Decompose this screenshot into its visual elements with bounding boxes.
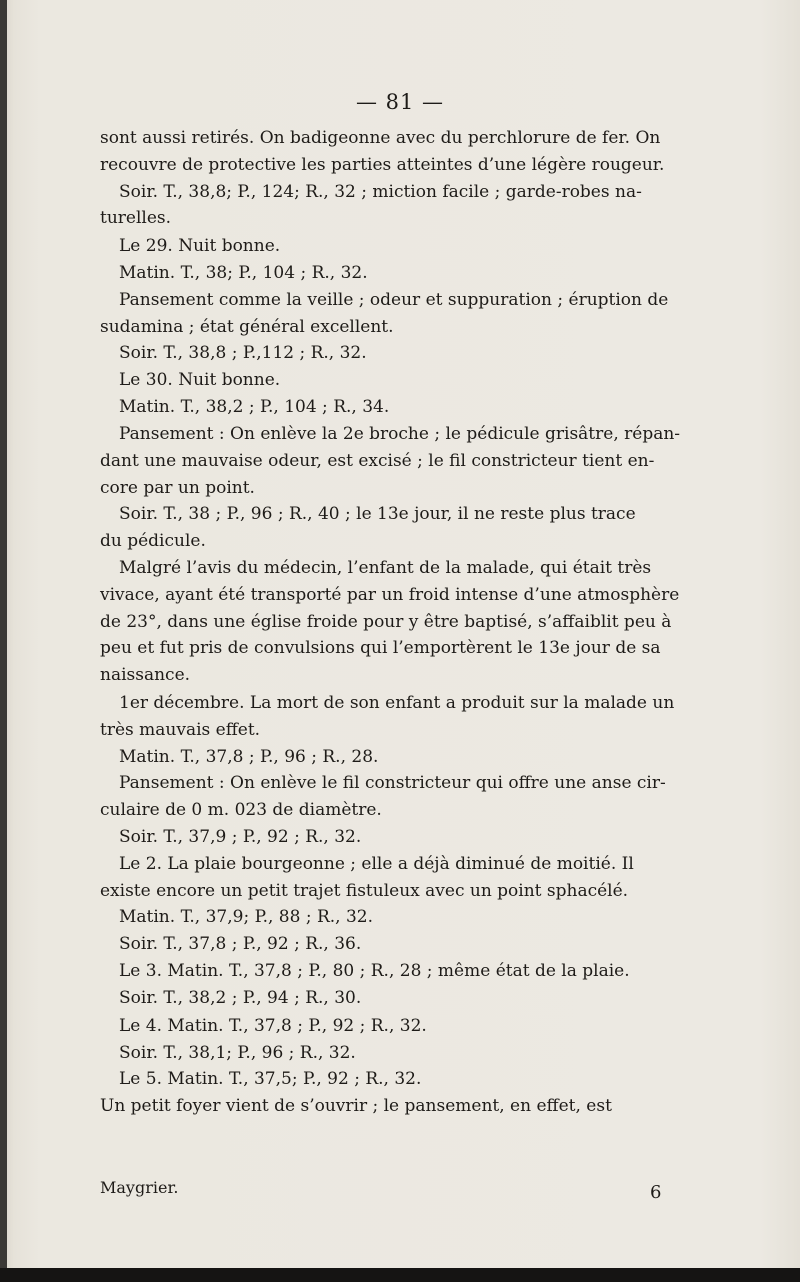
text-line: Soir. T., 38 ; P., 96 ; R., 40 ; le 13e jour, il ne reste plus trace [119, 504, 636, 524]
text-line: Pansement : On enlève le fil constricteur qui offre une anse cir- [119, 773, 666, 793]
text-line: Pansement : On enlève la 2e broche ; le pédicule grisâtre, répan- [119, 424, 681, 444]
text-line: 1er décembre. La mort de son enfant a produit sur la malade un [119, 693, 675, 713]
text-line: Soir. T., 38,8; P., 124; R., 32 ; miction facile ; garde-robes na- [119, 182, 642, 202]
text-line: de 23°, dans une église froide pour y être baptisé, s’affaiblit peu à [100, 612, 672, 632]
text-line: Matin. T., 38,2 ; P., 104 ; R., 34. [119, 397, 390, 417]
text-line: naissance. [100, 665, 191, 685]
text-line: du pédicule. [100, 531, 206, 551]
text-line: recouvre de protective les parties atteintes d’une légère rougeur. [100, 155, 665, 175]
text-line: Matin. T., 37,8 ; P., 96 ; R., 28. [119, 747, 379, 767]
text-line: existe encore un petit trajet fistuleux avec un point sphacélé. [100, 881, 629, 901]
text-line: Soir. T., 37,9 ; P., 92 ; R., 32. [119, 827, 362, 847]
text-line: Un petit foyer vient de s’ouvrir ; le pansement, en effet, est [100, 1096, 612, 1116]
binding-edge [0, 0, 7, 1282]
text-line: core par un point. [100, 478, 255, 498]
text-line: très mauvais effet. [100, 720, 261, 740]
text-line: Soir. T., 37,8 ; P., 92 ; R., 36. [119, 934, 362, 954]
text-line: Le 4. Matin. T., 37,8 ; P., 92 ; R., 32. [119, 1016, 427, 1036]
text-line: Le 2. La plaie bourgeonne ; elle a déjà diminué de moitié. Il [119, 854, 634, 874]
text-line: Soir. T., 38,1; P., 96 ; R., 32. [119, 1043, 356, 1063]
text-line: Matin. T., 37,9; P., 88 ; R., 32. [119, 907, 374, 927]
text-line: Le 3. Matin. T., 37,8 ; P., 80 ; R., 28 ; même état de la plaie. [119, 961, 630, 981]
text-line: turelles. [100, 208, 172, 228]
signature-mark: Maygrier. [100, 1178, 179, 1197]
text-line: peu et fut pris de convulsions qui l’emportèrent le 13e jour de sa [100, 638, 661, 658]
page-number: — 81 — [355, 90, 445, 114]
text-line: Soir. T., 38,8 ; P.,112 ; R., 32. [119, 343, 367, 363]
page-bottom-edge [0, 1268, 800, 1282]
text-line: vivace, ayant été transporté par un froid intense d’une atmosphère [100, 585, 680, 605]
text-line: Pansement comme la veille ; odeur et suppuration ; éruption de [119, 290, 669, 310]
text-line: Le 30. Nuit bonne. [119, 370, 281, 390]
text-line: dant une mauvaise odeur, est excisé ; le fil constricteur tient en- [100, 451, 655, 471]
sheet-number: 6 [650, 1182, 662, 1203]
text-line: sudamina ; état général excellent. [100, 317, 394, 337]
text-line: Matin. T., 38; P., 104 ; R., 32. [119, 263, 368, 283]
text-line: sont aussi retirés. On badigeonne avec du perchlorure de fer. On [100, 128, 661, 148]
text-line: Le 5. Matin. T., 37,5; P., 92 ; R., 32. [119, 1069, 422, 1089]
text-line: Malgré l’avis du médecin, l’enfant de la malade, qui était très [119, 558, 652, 578]
text-line: Le 29. Nuit bonne. [119, 236, 281, 256]
text-line: culaire de 0 m. 023 de diamètre. [100, 800, 382, 820]
text-line: Soir. T., 38,2 ; P., 94 ; R., 30. [119, 988, 362, 1008]
